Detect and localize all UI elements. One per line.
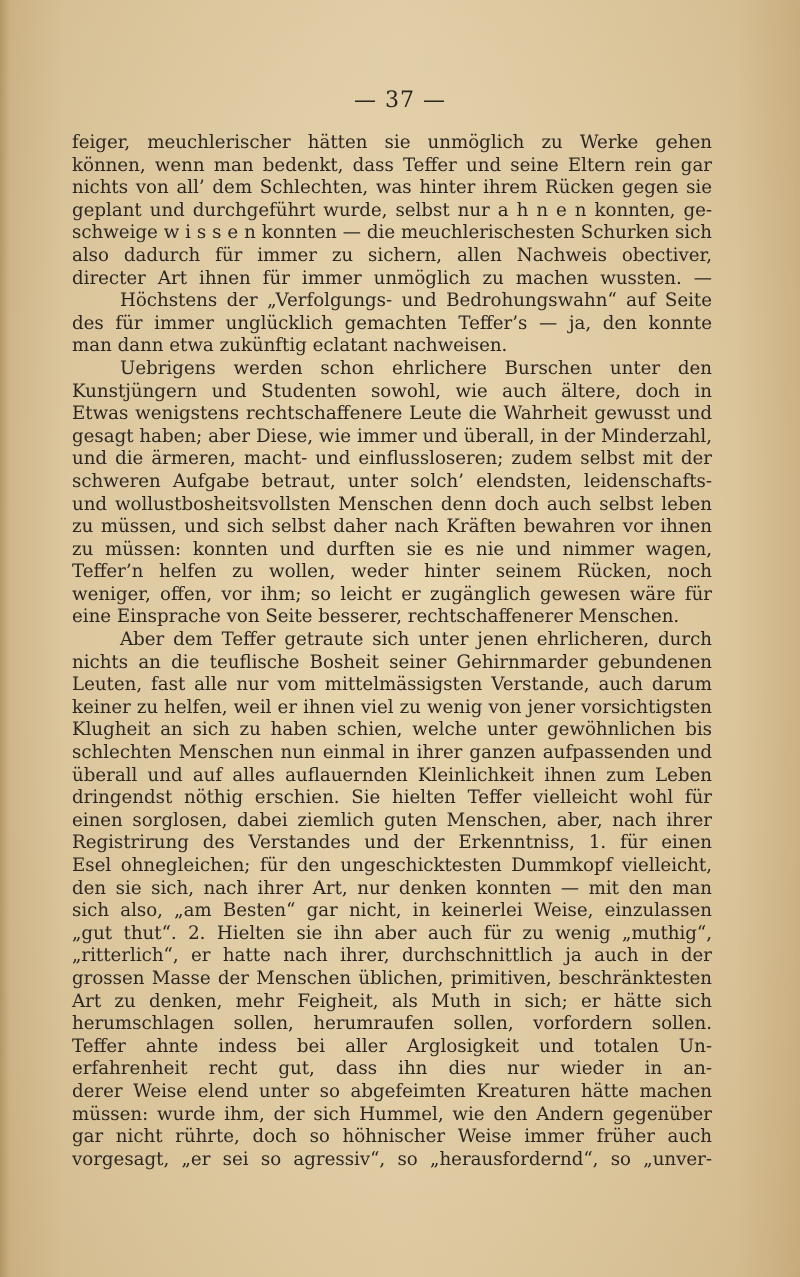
text-line: keiner zu helfen, weil er ihnen viel zu wenig von jener vorsichtigsten — [72, 696, 712, 718]
text-line: schlechten Menschen nun einmal in ihrer ganzen aufpassenden und — [72, 742, 712, 764]
text-line: müssen: wurde ihm, der sich Hummel, wie den Andern gegenüber — [72, 1103, 712, 1125]
text-line: nichts an die teuflische Bosheit seiner Gehirnmarder gebundenen — [72, 651, 712, 673]
text-line: und die ärmeren, macht- und einflussloseren; zudem selbst mit der — [72, 448, 712, 470]
text-line: also dadurch für immer zu sichern, allen Nachweis obectiver, — [72, 244, 712, 266]
text-line: können, wenn man bedenkt, dass Teffer und seine Eltern rein gar — [72, 154, 712, 176]
text-line: eine Einsprache von Seite besserer, rechtschaffenerer Menschen. — [72, 606, 680, 628]
text-line: man dann etwa zukünftig eclatant nachweisen. — [72, 335, 508, 357]
text-line: „ritterlich“, er hatte nach ihrer, durchschnittlich ja auch in der — [72, 945, 712, 967]
text-line: herumschlagen sollen, herumraufen sollen, vorfordern sollen. — [72, 1013, 712, 1035]
text-line: Art zu denken, mehr Feigheit, als Muth in sich; er hätte sich — [72, 990, 712, 1012]
body-text — [72, 132, 712, 1171]
text-line: Teffer ahnte indess bei aller Arglosigkeit und totalen Un- — [72, 1035, 712, 1057]
text-line: Höchstens der „Verfolgungs- und Bedrohungswahn“ auf Seite — [120, 290, 712, 312]
text-line: Esel ohnegleichen; für den ungeschicktesten Dummkopf vielleicht, — [72, 855, 712, 876]
text-line: einen sorglosen, dabei ziemlich guten Menschen, aber, nach ihrer — [72, 809, 712, 831]
text-line: zu müssen: konnten und durften sie es nie und nimmer wagen, — [72, 538, 712, 560]
text-line: „gut thut“. 2. Hielten sie ihn aber auch für zu wenig „muthig“, — [72, 922, 712, 944]
text-line: des für immer unglücklich gemachten Teffer’s — ja, den konnte — [72, 312, 712, 334]
text-line: Etwas wenigstens rechtschaffenere Leute die Wahrheit gewusst und — [72, 403, 712, 425]
text-line: grossen Masse der Menschen üblichen, primitiven, beschränktesten — [72, 967, 712, 989]
text-line: Registrirung des Verstandes und der Erkenntniss, 1. für einen — [72, 832, 712, 854]
text-line: und wollustbosheitsvollsten Menschen denn doch auch selbst leben — [72, 493, 712, 515]
text-line: schweren Aufgabe betraut, unter solch’ elendsten, leidenschafts- — [72, 470, 712, 492]
text-line: weniger, offen, vor ihm; so leicht er zugänglich gewesen wäre für — [72, 583, 712, 605]
text-line: gar nicht rührte, doch so höhnischer Weise immer früher auch — [72, 1126, 712, 1148]
text-line: derer Weise elend unter so abgefeimten Kreaturen hätte machen — [72, 1080, 712, 1102]
text-line: nichts von all’ dem Schlechten, was hinter ihrem Rücken gegen sie — [72, 177, 712, 199]
page-edge-shadow — [0, 0, 10, 1277]
text-line: feiger, meuchlerischer hätten sie unmöglich zu Werke gehen — [72, 132, 712, 153]
text-line: Teffer’n helfen zu wollen, weder hinter seinem Rücken, noch — [72, 561, 712, 583]
text-line: überall und auf alles auflauernden Kleinlichkeit ihnen zum Leben — [72, 764, 712, 786]
text-line: Leuten, fast alle nur vom mittelmässigsten Verstande, auch darum — [72, 674, 712, 696]
text-line: zu müssen, und sich selbst daher nach Kräften bewahren vor ihnen — [72, 516, 712, 538]
text-line: Uebrigens werden schon ehrlichere Burschen unter den — [120, 357, 712, 379]
text-line: Klugheit an sich zu haben schien, welche unter gewöhnlichen bis — [72, 719, 712, 741]
text-line: gesagt haben; aber Diese, wie immer und überall, in der Minderzahl, — [72, 425, 712, 447]
text-line: Aber dem Teffer getraute sich unter jenen ehrlicheren, durch — [120, 629, 712, 651]
text-line: vorgesagt, „er sei so agressiv“, so „herausfordernd“, so „unver- — [72, 1148, 712, 1170]
text-line: Kunstjüngern und Studenten sowohl, wie auch ältere, doch in — [72, 380, 712, 402]
page-number: — 37 — — [354, 88, 446, 113]
text-line: erfahrenheit recht gut, dass ihn dies nur wieder in an- — [72, 1058, 712, 1080]
text-line: dringendst nöthig erschien. Sie hielten Teffer vielleicht wohl für — [72, 787, 712, 809]
text-line: sich also, „am Besten“ gar nicht, in keinerlei Weise, einzulassen — [72, 900, 712, 922]
text-line: geplant und durchgeführt wurde, selbst nur a h n e n konnten, ge- — [72, 199, 712, 221]
text-line: directer Art ihnen für immer unmöglich zu machen wussten. — — [72, 267, 712, 289]
text-line: den sie sich, nach ihrer Art, nur denken konnten — mit den man — [72, 877, 712, 899]
text-line: schweige w i s s e n konnten — die meuchlerischesten Schurken sich — [72, 222, 712, 244]
